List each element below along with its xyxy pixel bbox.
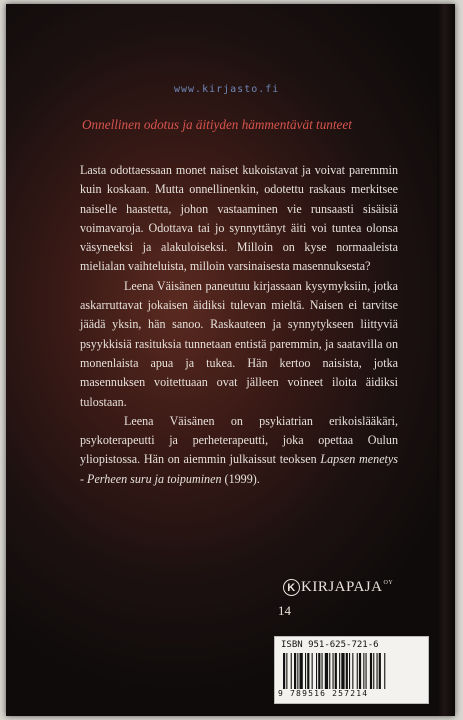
barcode-digits: 9 789516 257214 [278, 689, 369, 698]
isbn-text: ISBN 951-625-721-6 [281, 640, 379, 650]
publisher-name: KIRJAPAJA [301, 579, 383, 595]
publisher-logo [283, 579, 393, 596]
paragraph-1: Lasta odottaessaan monet naiset kukoistavat ja voivat paremmin kuin koskaan. Mutta onnellinenkin, odotettu raskaus merkitsee naiselle haastetta, johon vastaaminen vie runsaasti sisäisiä voimavaroja. Odottava tai jo synnyttänyt äiti voi tuntea olonsa väsyneeksi ja alakuloiseksi. Milloin on kyse normaaleista mielialan vaihteluista, milloin varsinaisesta masennuksesta? [80, 163, 398, 274]
watermark: www.kirjasto.fi [174, 84, 280, 95]
paragraph-3-text: Leena Väisänen on psykiatrian erikoislääkäri, psykoterapeutti ja perheterapeutti, joka opettaa Oulun yliopistossa. Hän on aiemmin julkaissut teoksen [80, 413, 398, 467]
paragraph-2: Leena Väisänen paneutuu kirjassaan kysymyksiin, jotka askarruttavat jokaisen äidiksi tulevan mieltä. Naisen ei tarvitse jäädä yksin, hän sanoo. Raskauteen ja synnytykseen liittyviä psyykkisiä rasituksia tunnetaan entistä paremmin, ja saatavilla on monenlaista apua ja tukea. Hän kertoo naisista, jotka masennuksen voitettuaan ovat jälleen voineet iloita äidiksi tulostaan. [80, 278, 398, 409]
tagline: Onnellinen odotus ja äitiyden hämmentävät tunteet [82, 117, 352, 132]
barcode-icon [283, 653, 420, 689]
spine-edge [437, 4, 455, 716]
barcode-label [274, 636, 429, 704]
blurb-text [80, 161, 398, 489]
publisher-suffix: OY [383, 579, 394, 586]
back-cover [6, 4, 455, 716]
book-reference-title: Lapsen menetys - Perheen suru ja toipuminen [80, 452, 398, 486]
paragraph-3 [80, 412, 398, 489]
code-number: 14 [278, 603, 291, 618]
book-reference-year: (1999). [221, 471, 260, 486]
publisher-k-icon: K [283, 579, 300, 596]
